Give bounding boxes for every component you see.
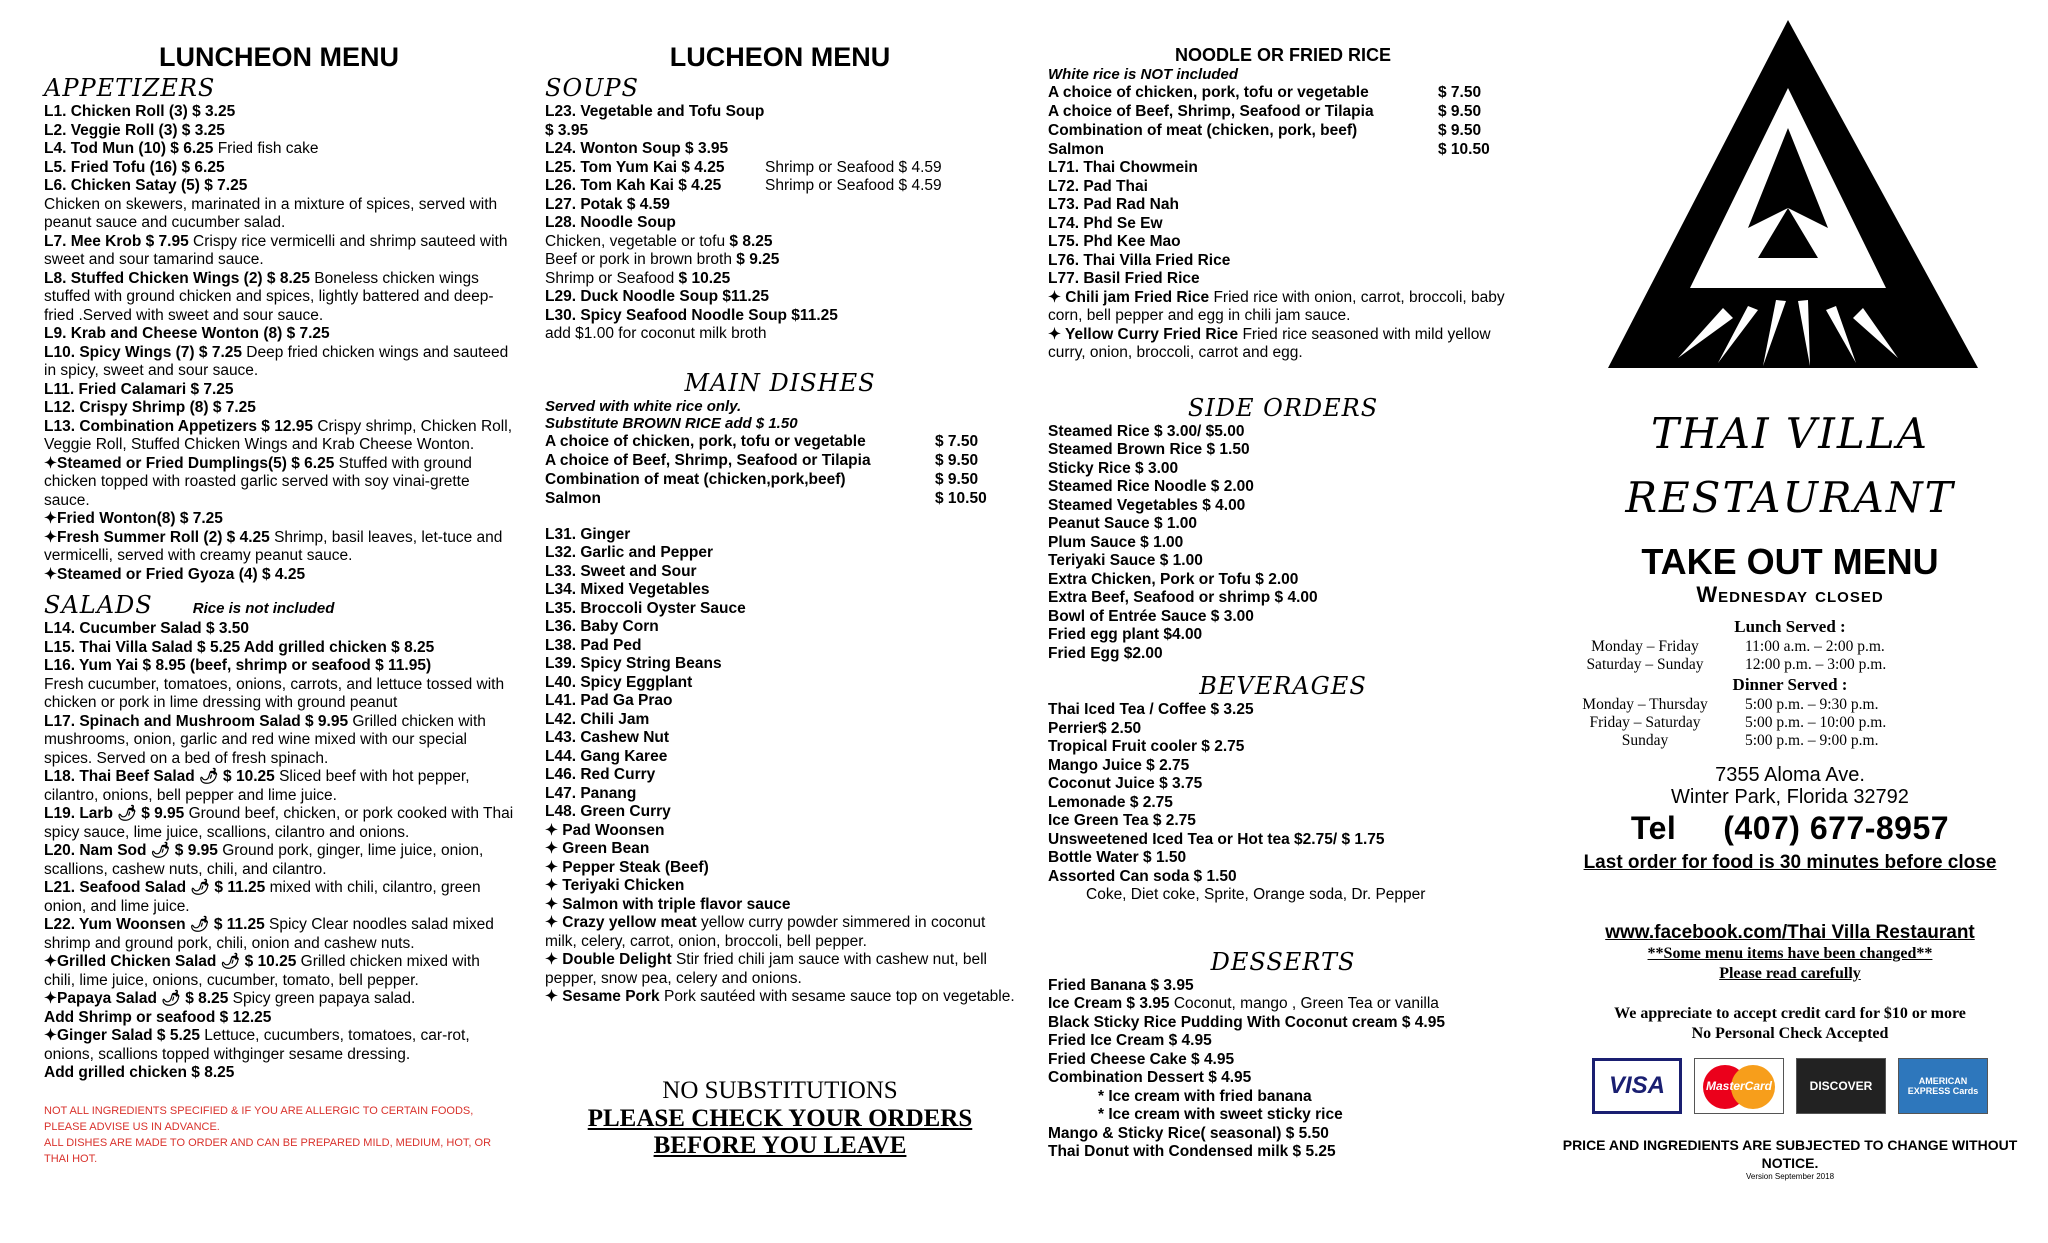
noodle-option-price: $ 10.25 <box>678 269 731 287</box>
menu-item: L30. Spicy Seafood Noodle Soup $11.25 <box>545 306 838 324</box>
menu-item <box>44 140 514 159</box>
menu-item: L44. Gang Karee <box>545 747 668 765</box>
menu-item-name: L5. Fried Tofu (16) $ 6.25 <box>44 158 225 176</box>
price-row-label: A choice of Beef, Shrimp, Seafood or Tilapia <box>545 451 871 469</box>
menu-item <box>1048 1014 1518 1033</box>
menu-item: L73. Pad Rad Nah <box>1048 196 1179 213</box>
menu-item-name: L18. Thai Beef Salad 🌶 $ 10.25 <box>44 768 275 785</box>
mastercard-icon: MasterCard <box>1694 1058 1784 1114</box>
soup-name: L23. Vegetable and Tofu Soup $ 3.95 <box>545 103 765 139</box>
hours-time: 5:00 p.m. – 9:00 p.m. <box>1745 732 1879 749</box>
telephone: Tel (407) 677-8957 <box>1630 810 1950 846</box>
coconut-note: add $1.00 for coconut milk broth <box>545 325 767 342</box>
noodle-heading: NOODLE OR FRIED RICE <box>1174 45 1391 65</box>
menu-item: Peanut Sauce $ 1.00 <box>1048 515 1198 532</box>
noodle-option <box>545 251 1015 270</box>
menu-item-name: ✦Fresh Summer Roll (2) $ 4.25 <box>44 528 270 546</box>
menu-item <box>1048 1051 1518 1070</box>
menu-item-description: Crispy shrimp, Chicken Roll, Veggie Roll, Stuffed Chicken Wings and Krab Cheese Wonton. <box>44 417 512 453</box>
menu-item: L75. Phd Kee Mao <box>1048 233 1181 250</box>
main-dishes-heading: MAIN DISHES <box>684 368 876 397</box>
menu-item-description: Ground pork, ginger, lime juice, onion, scallions, cashew nuts, chili, and cilantro. <box>44 842 484 878</box>
menu-item: L38. Pad Ped <box>545 636 642 654</box>
menu-item-name: L10. Spicy Wings (7) $ 7.25 <box>44 343 242 361</box>
price-row-label: Combination of meat (chicken,pork,beef) <box>545 470 846 488</box>
menu-item-description: Lettuce, cucumbers, tomatoes, car-rot, onions, scallions topped withginger sesame dressing. <box>44 1027 470 1063</box>
hours-time: 12:00 p.m. – 3:00 p.m. <box>1745 656 1887 673</box>
menu-item <box>44 639 514 658</box>
price-row <box>545 451 1015 470</box>
menu-item-name: L20. Nam Sod 🌶 $ 9.95 <box>44 842 218 859</box>
menu-item <box>44 344 514 381</box>
price-row <box>1048 83 1518 102</box>
facebook-link[interactable]: www.facebook.com/Thai Villa Restaurant <box>1605 922 1975 943</box>
credit-card-note: We appreciate to accept credit card for $10 or more <box>1614 1005 1966 1022</box>
menu-item-name: ✦Papaya Salad 🌶 $ 8.25 <box>44 990 229 1007</box>
allergy-disclaimer: NOT ALL INGREDIENTS SPECIFIED & IF YOU ARE ALLERGIC TO CERTAIN FOODS, PLEASE ADVISE US IN ADVANCE. <box>44 1104 474 1133</box>
menu-item: Fried egg plant $4.00 <box>1048 626 1203 643</box>
price-row <box>1048 121 1518 140</box>
menu-item-name: ✦ Double Delight <box>545 951 672 968</box>
menu-item: Steamed Rice Noodle $ 2.00 <box>1048 478 1254 495</box>
hours-time: 5:00 p.m. – 10:00 p.m. <box>1745 714 1887 731</box>
menu-item-name: Add Shrimp or seafood $ 12.25 <box>44 1008 272 1026</box>
menu-item: L41. Pad Ga Prao <box>545 692 673 709</box>
menu-item-name: L11. Fried Calamari $ 7.25 <box>44 380 234 398</box>
price-row-price: $ 9.50 <box>1438 103 1482 120</box>
menu-item: Bowl of Entrée Sauce $ 3.00 <box>1048 607 1254 625</box>
thai-villa-logo-icon <box>1598 18 1988 378</box>
menu-item-description: Crispy rice vermicelli and shrimp sauteed with sweet and sour tamarind sauce. <box>44 232 508 268</box>
menu-item <box>44 418 514 455</box>
menu-item <box>44 990 514 1009</box>
main-specials <box>545 914 1015 1007</box>
beverages-list <box>1048 701 1518 886</box>
menu-item-name: ✦ Crazy yellow meat <box>545 914 697 931</box>
main-note-2: Substitute BROWN RICE add $ 1.50 <box>545 414 798 432</box>
lunch-hours <box>1545 638 2035 674</box>
menu-item-name: L19. Larb 🌶 $ 9.95 <box>44 805 185 822</box>
hours-row <box>1545 656 2035 674</box>
menu-item: Ice Green Tea $ 2.75 <box>1048 812 1196 829</box>
soup-name: L25. Tom Yum Kai $ 4.25 <box>545 158 725 176</box>
menu-item-description: yellow curry powder simmered in coconut milk, celery, carrot, onion, broccoli, bell pepper. <box>545 914 986 950</box>
menu-item <box>44 233 514 270</box>
menu-item <box>44 768 514 805</box>
menu-item: L48. Green Curry <box>545 803 671 820</box>
menu-item: L31. Ginger <box>545 525 631 543</box>
menu-item-description: Fried rice with onion, carrot, broccoli, baby corn, bell pepper and egg in chili jam sauce. <box>1048 288 1505 324</box>
menu-item <box>44 953 514 990</box>
price-row-label: A choice of Beef, Shrimp, Seafood or Tilapia <box>1048 103 1374 120</box>
soup-name: L24. Wonton Soup $ 3.95 <box>545 140 729 157</box>
appetizers-list-2 <box>44 233 514 585</box>
menu-item-name: L4. Tod Mun (10) $ 6.25 <box>44 140 214 157</box>
menu-item <box>545 951 1015 988</box>
price-row-label: A choice of chicken, pork, tofu or vegetable <box>545 432 866 450</box>
noodle-soup-options <box>545 233 1015 289</box>
menu-item: Unsweetened Iced Tea or Hot tea $2.75/ $ 1.75 <box>1048 830 1385 848</box>
menu-item-description: mixed with chili, cilantro, green onion, and lime juice. <box>44 879 481 915</box>
menu-item: Tropical Fruit cooler $ 2.75 <box>1048 738 1245 755</box>
no-substitutions: NO SUBSTITUTIONS <box>662 1076 898 1104</box>
dinner-heading: Dinner Served : <box>1732 675 1848 694</box>
hours-row <box>1545 638 2035 656</box>
last-order-note: Last order for food is 30 minutes before close <box>1583 852 1997 873</box>
menu-item-description: Pork sautéed with sesame sauce top on vegetable. <box>659 988 1015 1005</box>
restaurant-name-line-2: RESTAURANT <box>1625 473 1955 522</box>
wednesday-closed: Wednesday closed <box>1696 582 1884 607</box>
price-row-price: $ 10.50 <box>935 489 987 507</box>
menu-item: Steamed Vegetables $ 4.00 <box>1048 496 1246 514</box>
menu-item <box>44 325 514 344</box>
noodle-price-choices <box>1048 83 1518 159</box>
menu-item: Mango & Sticky Rice( seasonal) $ 5.50 <box>1048 1124 1329 1142</box>
address-line-2: Winter Park, Florida 32792 <box>1671 786 1909 808</box>
menu-item <box>44 842 514 879</box>
menu-item: Lemonade $ 2.75 <box>1048 793 1173 811</box>
price-row-label: A choice of chicken, pork, tofu or vegetable <box>1048 84 1369 101</box>
soup-item <box>545 177 1015 196</box>
main-note-1: Served with white rice only. <box>545 397 742 415</box>
price-change-note: PRICE AND INGREDIENTS ARE SUBJECTED TO CHANGE WITHOUT NOTICE. <box>1562 1137 2018 1171</box>
menu-item: L40. Spicy Eggplant <box>545 673 693 691</box>
menu-item <box>44 566 514 585</box>
noodle-specials <box>1048 289 1518 363</box>
column-4 <box>1545 402 2035 1181</box>
menu-item <box>1048 995 1518 1014</box>
appetizers-list <box>44 103 514 196</box>
salads-list <box>44 620 514 676</box>
soup-item <box>545 103 1015 140</box>
hours-time: 11:00 a.m. – 2:00 p.m. <box>1745 638 1885 655</box>
menu-item-name: L1. Chicken Roll (3) $ 3.25 <box>44 103 236 120</box>
take-out-menu-title: TAKE OUT MENU <box>1641 541 1939 582</box>
version-note: Version September 2018 <box>1745 1172 1835 1181</box>
menu-item <box>44 657 514 676</box>
menu-item-name: L7. Mee Krob $ 7.95 <box>44 232 189 250</box>
menu-item <box>44 620 514 639</box>
price-row <box>545 489 1015 508</box>
menu-item: L77. Basil Fried Rice <box>1048 270 1200 287</box>
hours-days: Saturday – Sunday <box>1586 656 1704 673</box>
menu-item <box>44 381 514 400</box>
items-changed-note: **Some menu items have been changed** <box>1647 945 1933 962</box>
menu-item: Plum Sauce $ 1.00 <box>1048 533 1184 551</box>
menu-item: L35. Broccoli Oyster Sauce <box>545 599 746 617</box>
menu-item-name: Ice Cream $ 3.95 <box>1048 995 1170 1012</box>
menu-item-name: Add grilled chicken $ 8.25 <box>44 1064 235 1081</box>
combo-dessert-items <box>1048 1088 1518 1125</box>
menu-item: L43. Cashew Nut <box>545 729 670 746</box>
menu-item: Coconut Juice $ 3.75 <box>1048 775 1203 792</box>
hours-days: Sunday <box>1621 732 1669 749</box>
address-line-1: 7355 Aloma Ave. <box>1715 764 1865 786</box>
menu-item-description: Boneless chicken wings stuffed with ground chicken and spices, lightly battered and deep-fried .Served with sweet and sour sauce. <box>44 269 494 324</box>
menu-item <box>44 270 514 326</box>
noodle-option <box>545 233 1015 252</box>
lunch-heading: Lunch Served : <box>1734 617 1846 636</box>
menu-item: ✦ Salmon with triple flavor sauce <box>545 895 791 913</box>
menu-item-description: Sliced beef with hot pepper, cilantro, onions, bell pepper and lime juice. <box>44 768 470 804</box>
menu-item: Thai Donut with Condensed milk $ 5.25 <box>1048 1143 1336 1160</box>
menu-item-description: Stuffed with ground chicken topped with roasted garlic served with soy vinai-grette sauce. <box>44 454 472 509</box>
hours-days: Monday – Friday <box>1591 638 1699 655</box>
desserts-heading: DESSERTS <box>1210 947 1356 976</box>
menu-item: Sticky Rice $ 3.00 <box>1048 459 1179 477</box>
hours-row <box>1545 732 2035 750</box>
hours-days: Monday – Thursday <box>1582 696 1708 713</box>
appetizers-heading: APPETIZERS <box>44 74 216 102</box>
menu-item-name: L9. Krab and Cheese Wonton (8) $ 7.25 <box>44 325 330 342</box>
menu-item: L32. Garlic and Pepper <box>545 544 713 561</box>
soup-extra: Shrimp or Seafood $ 4.59 <box>765 158 942 176</box>
menu-item: L34. Mixed Vegetables <box>545 581 710 598</box>
menu-item-description: Deep fried chicken wings and sauteed in spicy, sweet and sour sauce. <box>44 343 509 379</box>
soup-item <box>545 214 1015 233</box>
soup-name: L28. Noodle Soup <box>545 214 676 231</box>
noodle-note: White rice is NOT included <box>1048 66 1239 83</box>
menu-item-name: Black Sticky Rice Pudding With Coconut cream $ 4.95 <box>1048 1013 1445 1031</box>
menu-item-description: Grilled chicken mixed with chili, lime juice, onions, cucumber, tomato, bell pepper. <box>44 953 480 989</box>
menu-item: L47. Panang <box>545 784 637 802</box>
menu-item <box>1048 326 1518 363</box>
price-row <box>1048 140 1518 159</box>
price-row-label: Combination of meat (chicken, pork, beef) <box>1048 122 1358 139</box>
satay-description: Chicken on skewers, marinated in a mixture of spices, served with peanut sauce and cucumber salad. <box>44 195 498 231</box>
menu-item-name: L17. Spinach and Mushroom Salad $ 9.95 <box>44 712 349 730</box>
menu-item-description: Stir fried chili jam sauce with cashew nut, bell pepper, snow pea, celery and onions. <box>545 951 987 987</box>
menu-item-name: L22. Yum Woonsen 🌶 $ 11.25 <box>44 916 265 933</box>
menu-item: Mango Juice $ 2.75 <box>1048 756 1190 774</box>
price-row-price: $ 9.50 <box>1438 122 1482 139</box>
desserts-list <box>1048 977 1518 1088</box>
soups-list-2 <box>545 288 1015 325</box>
menu-item <box>44 177 514 196</box>
restaurant-name-line-1: THAI VILLA <box>1651 409 1929 458</box>
price-row-label: Salmon <box>545 489 601 507</box>
hours-days: Friday – Saturday <box>1589 714 1701 731</box>
soup-name: L26. Tom Kah Kai $ 4.25 <box>545 177 722 194</box>
price-row <box>1048 102 1518 121</box>
noodle-option-text: Shrimp or Seafood <box>545 269 679 287</box>
soup-item <box>545 159 1015 178</box>
menu-item-name: L21. Seafood Salad 🌶 $ 11.25 <box>44 879 266 896</box>
menu-item-description: Spicy Clear noodles salad mixed shrimp and ground pork, chili, onion and cashew nuts. <box>44 916 494 952</box>
menu-item-description: Fried fish cake <box>213 140 319 157</box>
salads-heading: SALADS <box>44 591 153 619</box>
soups-list <box>545 103 1015 233</box>
menu-item: Fried Egg $2.00 <box>1048 644 1163 662</box>
amex-card-icon: AMERICAN EXPRESS Cards <box>1898 1058 1988 1114</box>
menu-item-name: L16. Yum Yai $ 8.95 (beef, shrimp or seafood $ 11.95) <box>44 657 432 674</box>
menu-item <box>44 805 514 842</box>
menu-item-description: Ground beef, chicken, or pork cooked with Thai spicy sauce, lime juice, scallions, cilantro and onions. <box>44 805 514 841</box>
side-orders-heading: SIDE ORDERS <box>1187 393 1379 422</box>
menu-item-name: ✦ Chili jam Fried Rice <box>1048 288 1210 306</box>
price-row <box>545 432 1015 451</box>
soup-extra: Shrimp or Seafood $ 4.59 <box>765 177 942 194</box>
hours-row <box>1545 696 2035 714</box>
menu-item-name: ✦Steamed or Fried Gyoza (4) $ 4.25 <box>44 565 306 583</box>
dinner-hours <box>1545 696 2035 750</box>
menu-item <box>44 510 514 529</box>
menu-item <box>44 1064 514 1083</box>
soup-name: L27. Potak $ 4.59 <box>545 195 670 213</box>
price-row-price: $ 9.50 <box>935 451 979 469</box>
salads-note: Rice is not included <box>192 600 335 617</box>
luncheon-title: LUNCHEON MENU <box>159 42 399 72</box>
menu-item: ✦ Green Bean <box>545 840 650 857</box>
menu-item <box>545 988 1015 1007</box>
menu-item-name: ✦Ginger Salad $ 5.25 <box>44 1027 200 1044</box>
menu-item: Assorted Can soda $ 1.50 <box>1048 867 1237 885</box>
menu-item: L74. Phd Se Ew <box>1048 214 1163 232</box>
menu-item: Steamed Rice $ 3.00/ $5.00 <box>1048 422 1245 440</box>
soups-heading: SOUPS <box>545 74 639 102</box>
menu-item-description: Grilled chicken with mushrooms, onion, garlic and red wine mixed with our special spices. Served on a bed of fresh spinach. <box>44 712 486 767</box>
spice-disclaimer: ALL DISHES ARE MADE TO ORDER AND CAN BE PREPARED MILD, MEDIUM, HOT, OR THAI HOT. <box>44 1136 492 1165</box>
noodle-option-text: Chicken, vegetable or tofu <box>545 232 730 250</box>
menu-item <box>44 1009 514 1028</box>
no-check-note: No Personal Check Accepted <box>1691 1025 1889 1042</box>
menu-item: ✦ Teriyaki Chicken <box>545 877 685 894</box>
price-row-price: $ 10.50 <box>1438 141 1490 158</box>
menu-item <box>545 914 1015 951</box>
menu-item: Extra Chicken, Pork or Tofu $ 2.00 <box>1048 570 1299 588</box>
menu-item <box>44 916 514 953</box>
price-row <box>545 470 1015 489</box>
price-row-price: $ 9.50 <box>935 470 979 488</box>
menu-item-name: ✦ Yellow Curry Fried Rice <box>1048 325 1239 343</box>
menu-item-name: Fried Ice Cream $ 4.95 <box>1048 1032 1212 1049</box>
menu-item-name: Fried Banana $ 3.95 <box>1048 976 1194 994</box>
menu-item <box>44 399 514 418</box>
menu-item-name: L6. Chicken Satay (5) $ 7.25 <box>44 177 248 194</box>
noodle-list <box>1048 159 1518 289</box>
menu-item: L39. Spicy String Beans <box>545 655 722 672</box>
menu-item <box>44 455 514 511</box>
no-substitutions-block <box>545 1077 1015 1159</box>
soda-list: Coke, Diet coke, Sprite, Orange soda, Dr. Pepper <box>1086 886 1426 903</box>
menu-item: L72. Pad Thai <box>1048 177 1148 195</box>
beverages-heading: BEVERAGES <box>1199 672 1367 700</box>
menu-item <box>1048 1069 1518 1088</box>
side-orders-list <box>1048 423 1518 664</box>
menu-item-name: ✦ Sesame Pork <box>545 988 660 1005</box>
discover-card-icon: DISCOVER <box>1796 1058 1886 1114</box>
menu-item: L46. Red Curry <box>545 766 656 783</box>
menu-item: Extra Beef, Seafood or shrimp $ 4.00 <box>1048 589 1318 606</box>
noodle-option-text: Beef or pork in brown broth <box>545 251 737 268</box>
menu-item: Steamed Brown Rice $ 1.50 <box>1048 441 1250 458</box>
menu-item-description: Coconut, mango , Green Tea or vanilla <box>1169 995 1439 1012</box>
lucheon-title: LUCHEON MENU <box>669 42 891 72</box>
menu-item-description: Shrimp, basil leaves, let-tuce and vermicelli, served with creamy peanut sauce. <box>44 528 503 564</box>
menu-item: Thai Iced Tea / Coffee $ 3.25 <box>1048 701 1254 718</box>
menu-item: ✦ Pad Woonsen <box>545 821 665 839</box>
menu-item <box>44 1027 514 1064</box>
menu-item <box>1048 289 1518 326</box>
menu-item-description: Fried rice seasoned with mild yellow curry, onion, broccoli, carrot and egg. <box>1048 325 1491 361</box>
salads-list-2 <box>44 713 514 1083</box>
price-row-label: Salmon <box>1048 141 1104 158</box>
menu-item <box>44 159 514 178</box>
menu-item-description: Spicy green papaya salad. <box>228 990 416 1007</box>
menu-item-name: Fried Cheese Cake $ 4.95 <box>1048 1050 1235 1068</box>
yumyai-description: Fresh cucumber, tomatoes, onions, carrots, and lettuce tossed with chicken or pork in lime dressing with ground peanut <box>44 675 505 711</box>
hours-row <box>1545 714 2035 732</box>
menu-item: Bottle Water $ 1.50 <box>1048 849 1187 866</box>
price-row-price: $ 7.50 <box>1438 84 1482 101</box>
menu-item-name: ✦Steamed or Fried Dumplings(5) $ 6.25 <box>44 454 335 472</box>
column-1 <box>44 0 514 1167</box>
desserts-list-2 <box>1048 1125 1518 1162</box>
menu-item <box>44 103 514 122</box>
column-3 <box>1048 0 1518 1162</box>
menu-item <box>44 122 514 141</box>
menu-item: L29. Duck Noodle Soup $11.25 <box>545 288 769 305</box>
noodle-option-price: $ 9.25 <box>736 251 780 268</box>
menu-item-name: L13. Combination Appetizers $ 12.95 <box>44 417 314 435</box>
main-price-choices <box>545 432 1015 508</box>
price-row-price: $ 7.50 <box>935 432 979 450</box>
column-2 <box>545 0 1015 1159</box>
menu-item-name: L2. Veggie Roll (3) $ 3.25 <box>44 121 225 139</box>
soup-item <box>545 140 1015 159</box>
menu-item <box>44 713 514 769</box>
menu-item: Perrier$ 2.50 <box>1048 719 1142 737</box>
menu-item: L33. Sweet and Sour <box>545 562 697 580</box>
menu-item: L76. Thai Villa Fried Rice <box>1048 251 1231 269</box>
main-dishes-list <box>545 526 1015 915</box>
menu-item: ✦ Pepper Steak (Beef) <box>545 858 709 876</box>
combo-item: * Ice cream with sweet sticky rice <box>1098 1106 1343 1123</box>
combo-item: * Ice cream with fried banana <box>1098 1087 1312 1105</box>
hours-time: 5:00 p.m. – 9:30 p.m. <box>1745 696 1879 713</box>
menu-item-name: L14. Cucumber Salad $ 3.50 <box>44 620 250 637</box>
menu-item <box>44 529 514 566</box>
menu-item: L42. Chili Jam <box>545 710 650 728</box>
menu-item: Teriyaki Sauce $ 1.00 <box>1048 552 1203 569</box>
check-orders: PLEASE CHECK YOUR ORDERS <box>587 1104 973 1132</box>
menu-item-name: L15. Thai Villa Salad $ 5.25 Add grilled chicken $ 8.25 <box>44 638 435 656</box>
menu-item-name: ✦Grilled Chicken Salad 🌶 $ 10.25 <box>44 953 297 970</box>
menu-item: L36. Baby Corn <box>545 618 659 635</box>
menu-item-name: L12. Crispy Shrimp (8) $ 7.25 <box>44 399 256 416</box>
noodle-option <box>545 270 1015 289</box>
menu-item: L71. Thai Chowmein <box>1048 159 1198 176</box>
soup-item <box>545 196 1015 215</box>
menu-item <box>44 879 514 916</box>
payment-cards <box>1545 1058 2035 1114</box>
menu-item <box>1048 977 1518 996</box>
before-leave: BEFORE YOU LEAVE <box>653 1131 907 1159</box>
noodle-option-price: $ 8.25 <box>729 232 773 250</box>
menu-item <box>1048 1032 1518 1051</box>
menu-item-name: ✦Fried Wonton(8) $ 7.25 <box>44 510 223 527</box>
read-carefully-note: Please read carefully <box>1719 965 1861 982</box>
visa-card-icon: VISA <box>1592 1058 1682 1114</box>
menu-item-name: L8. Stuffed Chicken Wings (2) $ 8.25 <box>44 269 310 287</box>
menu-item-name: Combination Dessert $ 4.95 <box>1048 1069 1252 1086</box>
